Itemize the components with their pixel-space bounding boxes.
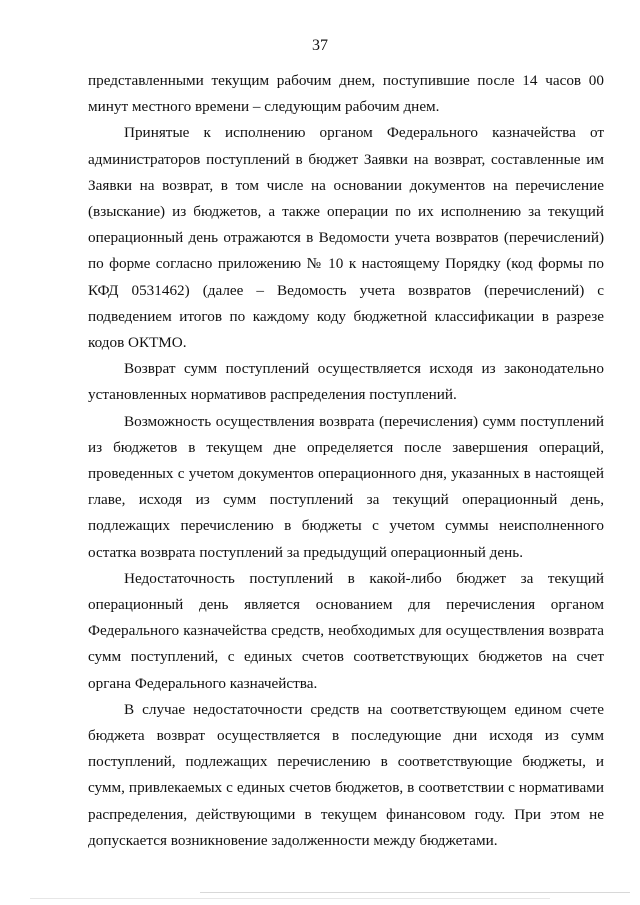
document-body [88,68,604,854]
paragraph-accepted-refund-requests: Принятые к исполнению органом Федерального казначейства от администраторов поступлений в бюджет Заявки на возврат, составленные им Заявки на возврат, в том числе на основании документов на перечисление (взыскание) из бюджетов, а также операции по их исполнению за текущий операционный день отражаются в Ведомости учета возвратов (перечислений) по форме согласно приложению № 10 к настоящему Порядку (код формы по КФД 0531462) (далее – Ведомость учета возвратов (перечислений) с подведением итогов по каждому коду бюджетной классификации в разрезе кодов ОКТМО. [88,124,604,352]
paragraph-refund-normatives: Возврат сумм поступлений осуществляется исходя из законодательно установленных нормативов распределения поступлений. [88,360,604,404]
scan-edge-line [200,892,630,893]
paragraph-refund-possibility: Возможность осуществления возврата (перечисления) сумм поступлений из бюджетов в текущем дне определяется после завершения операций, проведенных с учетом документов операционного дня, указанных в настоящей главе, исходя из сумм поступлений за текущий операционный день, подлежащих перечислению в бюджеты с учетом суммы неисполненного остатка возврата поступлений за предыдущий операционный день. [88,412,604,561]
paragraph-continuation: представленными текущим рабочим днем, поступившие после 14 часов 00 минут местного времени – следующим рабочим днем. [88,72,604,116]
paragraph-insufficiency: Недостаточность поступлений в какой-либо бюджет за текущий операционный день является основанием для перечисления органом Федерального казначейства средств, необходимых для осуществления возврата сумм поступлений, с единых счетов соответствующих бюджетов на счет органа Федерального казначейства. [88,569,604,692]
paragraph-insufficient-funds: В случае недостаточности средств на соответствующем едином счете бюджета возврат осуществляется в последующие дни исходя из сумм поступлений, подлежащих перечислению в соответствующие бюджеты, и сумм, привлекаемых с единых счетов бюджетов, в соответствии с нормативами распределения, действующими в текущем финансовом году. При этом не допускается возникновение задолженности между бюджетами. [88,700,604,849]
page-number: 37 [312,37,328,54]
scan-edge-line [30,898,550,899]
